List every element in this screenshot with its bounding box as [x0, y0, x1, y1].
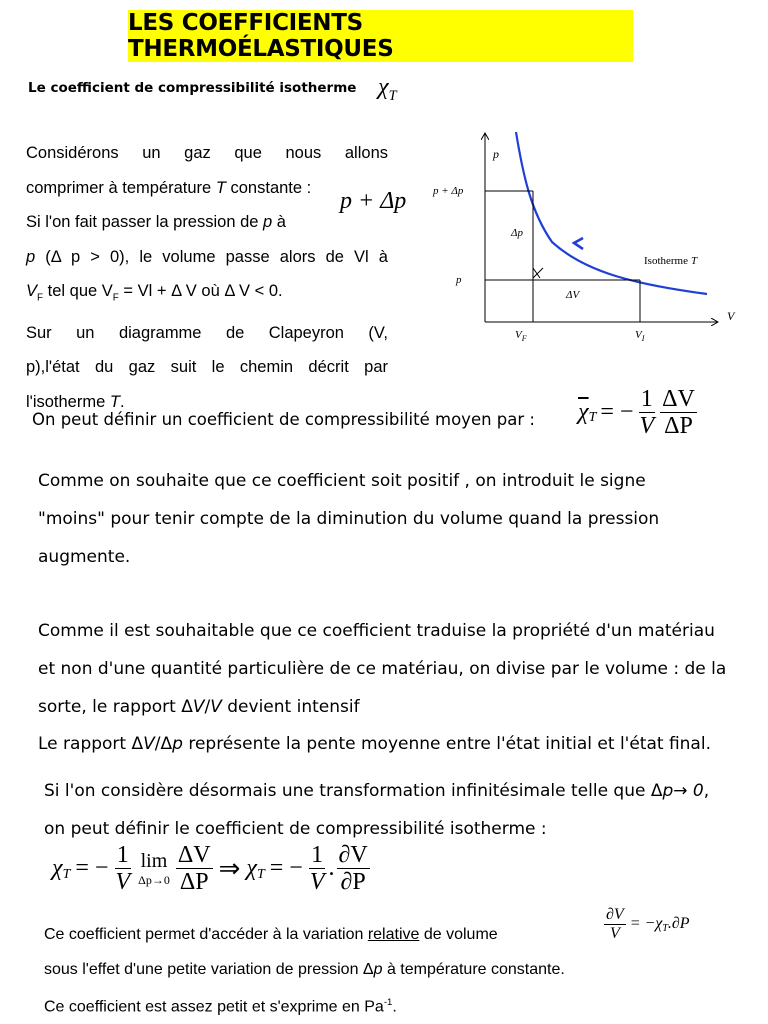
relative-frac	[604, 906, 626, 942]
formula-eq2: = −	[269, 855, 303, 882]
para2-line: et non d'une quantité particulière de ce matériau, on divise par le volume : de la	[38, 659, 727, 679]
relative-line2-b: à température constante.	[382, 961, 565, 978]
intro-line2-T: T	[215, 178, 226, 197]
frac2-den: ΔP	[664, 413, 693, 440]
relative-line-2	[44, 957, 565, 983]
intro-line5-sub: F	[37, 292, 44, 304]
paragraph-positive-sign	[38, 462, 659, 576]
relative-line2-a: sous l'effet d'une petite variation de pression Δ	[44, 961, 374, 978]
label-isotherme	[644, 255, 698, 267]
para2-line3-V2: V	[210, 697, 222, 717]
label-dv: ΔV	[566, 289, 580, 301]
intro-line3-p: p	[263, 213, 273, 231]
para3-line1-b: ,	[703, 781, 710, 801]
label-vi-main: V	[635, 329, 642, 341]
relative-line-1	[44, 922, 498, 948]
para2-line4-p: p	[172, 734, 183, 754]
relative-formula	[604, 906, 690, 942]
formula-eq: = −	[75, 855, 109, 882]
label-dp: Δp	[511, 227, 523, 239]
mean-coeff-formula	[578, 386, 697, 440]
formula-frac-2	[176, 842, 213, 896]
formula-dot: .	[328, 855, 335, 882]
relative-line3-a: Ce coefficient est assez petit et s'exprime en Pa	[44, 998, 384, 1016]
relative-frac-den: V	[609, 924, 620, 942]
para1-line: augmente.	[38, 547, 131, 567]
intro-line	[26, 350, 388, 385]
isotherm-curve	[516, 132, 707, 294]
mean-coeff-sentence: On peut définir un coefficient de compressibilité moyen par :	[32, 410, 535, 429]
formula-frac1-den: V	[115, 869, 131, 896]
formula-implies: ⇒	[218, 853, 241, 883]
formula-frac2-den: ΔP	[179, 869, 209, 896]
intro-line3-a: Si l'on fait passer la pression de	[26, 213, 264, 231]
para2-line4-b: /Δ	[154, 734, 173, 754]
intro-line2-a: comprimer à température	[26, 178, 216, 197]
para2-line4-c: représente la pente moyenne entre l'état initial et l'état final.	[182, 734, 711, 754]
relative-rhs-end: .∂P	[667, 915, 690, 933]
intro-line8-T: T	[109, 392, 120, 411]
page-title: LES COEFFICIENTS THERMOÉLASTIQUES	[128, 10, 394, 62]
chi-t-symbol	[378, 74, 397, 105]
formula-chi2: χ	[246, 855, 257, 882]
para2-line4-a: Le rapport Δ	[38, 734, 144, 754]
para3-line1-arrow: → 0	[673, 781, 704, 801]
intro-line5-sub2: F	[112, 292, 119, 304]
p-plus-dp-text: p + Δp	[340, 188, 407, 214]
intro-line8-b: .	[119, 392, 125, 411]
label-vf	[515, 329, 527, 343]
label-vf-main: V	[515, 329, 522, 341]
relative-line-3	[44, 990, 397, 1020]
axis-label-p: p	[493, 147, 499, 161]
chi-letter: χ	[378, 74, 389, 100]
formula-chi: χ	[52, 855, 63, 882]
mean-eq: = −	[600, 399, 634, 426]
para2-line3-a: sorte, le rapport Δ	[38, 697, 193, 717]
para2-line	[38, 731, 726, 757]
intro-line6-text: Sur un diagramme de Clapeyron (V,	[26, 323, 388, 342]
intro-line	[26, 274, 388, 316]
formula-frac-4	[337, 842, 370, 896]
formula-lim-sub: Δp→0	[138, 872, 170, 887]
intro-line4-p: p	[26, 247, 36, 266]
label-vf-sub: F	[521, 334, 527, 343]
intro-line	[26, 171, 388, 206]
para2-line3-slash: /	[204, 697, 211, 717]
intro-line	[26, 205, 388, 240]
formula-limit	[138, 850, 170, 888]
paragraph-infinitesimal	[44, 772, 709, 848]
axis-label-v: V	[727, 309, 735, 323]
clapeyron-diagram	[425, 120, 745, 350]
formula-frac-3	[308, 842, 327, 896]
para2-line3-V1: V	[192, 697, 205, 717]
formula-frac-1	[113, 842, 132, 896]
intro-line5-a: V	[26, 282, 38, 300]
intro-line1-text: Considérons un gaz que nous allons	[26, 144, 388, 162]
mean-chi: $\overline{\chi}$	[578, 399, 589, 426]
para2-line4-V: V	[143, 734, 155, 754]
para1-line: "moins" pour tenir compte de la diminution du volume quand la pression	[38, 509, 660, 529]
formula-frac1-num: 1	[116, 842, 129, 868]
intro-paragraph	[26, 136, 388, 419]
label-vi	[635, 329, 645, 343]
relative-line2-p: p	[373, 961, 383, 978]
mean-coeff-text	[32, 410, 535, 429]
subtitle-text: Le coefficient de compressibilité isotherme	[28, 80, 357, 96]
relative-frac-num: ∂V	[606, 906, 624, 923]
curve-direction-arrow	[574, 238, 583, 249]
relative-underlined: relative	[367, 926, 420, 943]
formula-chi-sub: T	[62, 866, 71, 882]
chi-subscript: T	[388, 87, 397, 104]
para3-line1-p: p	[662, 781, 674, 801]
intro-line	[26, 136, 388, 171]
formula-frac2-num: ΔV	[177, 842, 211, 868]
isothermal-formula	[52, 842, 370, 896]
relative-rhs: = −χ	[629, 915, 663, 933]
formula-lim-word: lim	[140, 849, 168, 872]
relative-rhs-sub: T	[662, 922, 668, 934]
relative-line3-b: .	[392, 998, 397, 1016]
label-vi-sub: I	[641, 334, 645, 343]
para2-line	[38, 694, 726, 720]
formula-frac4-num: ∂V	[338, 842, 368, 868]
para3-line: on peut définir le coefficient de compressibilité isotherme :	[44, 819, 547, 839]
intro-line3-b: à	[272, 213, 286, 231]
relative-line1-b: de volume	[419, 926, 498, 943]
label-isotherme-word: Isotherme	[644, 255, 688, 267]
mean-frac-1	[637, 386, 656, 440]
formula-frac3-den: V	[309, 869, 325, 896]
para2-line3-b: devient intensif	[221, 697, 360, 717]
intro-line2-b: constante :	[225, 178, 312, 197]
frac1-den: V	[639, 413, 655, 440]
frac2-num: ΔV	[662, 386, 695, 412]
para3-line	[44, 772, 709, 810]
para1-line: Comme on souhaite que ce coefficient soit positif , on introduit le signe	[38, 471, 646, 491]
relative-line3-sup: -1	[383, 997, 393, 1008]
intro-line7-text: p),l'état du gaz suit le chemin décrit par	[26, 358, 388, 377]
section-subtitle	[28, 80, 356, 96]
intro-line4-rest: (Δ p > 0), le volume passe alors de Vl à	[35, 247, 388, 266]
intro-line5-b: tel que V	[43, 282, 113, 300]
mean-frac-2	[660, 386, 697, 440]
relative-line1-a: Ce coefficient permet d'accéder à la variation	[44, 926, 368, 943]
para2-line: Comme il est souhaitable que ce coefficient traduise la propriété d'un matériau	[38, 621, 715, 641]
paragraph-intensive	[38, 612, 726, 757]
intro-line8-a: l'isotherme	[26, 392, 110, 411]
frac1-num: 1	[640, 386, 653, 412]
label-p-plus-dp: p + Δp	[433, 185, 464, 197]
intro-line	[26, 316, 388, 351]
intro-line5-c: = Vl + Δ V où Δ V < 0.	[118, 282, 283, 300]
mean-chi-sub: T	[588, 409, 597, 425]
formula-frac4-den: ∂P	[340, 869, 366, 896]
title-banner	[128, 10, 633, 62]
para3-line1-a: Si l'on considère désormais une transformation infinitésimale telle que Δ	[44, 781, 663, 801]
label-p: p	[456, 274, 462, 286]
label-isotherme-T: T	[690, 255, 698, 267]
intro-line	[26, 240, 388, 275]
formula-chi2-sub: T	[256, 866, 265, 882]
formula-frac3-num: 1	[311, 842, 324, 868]
p-plus-dp-formula	[338, 186, 408, 216]
